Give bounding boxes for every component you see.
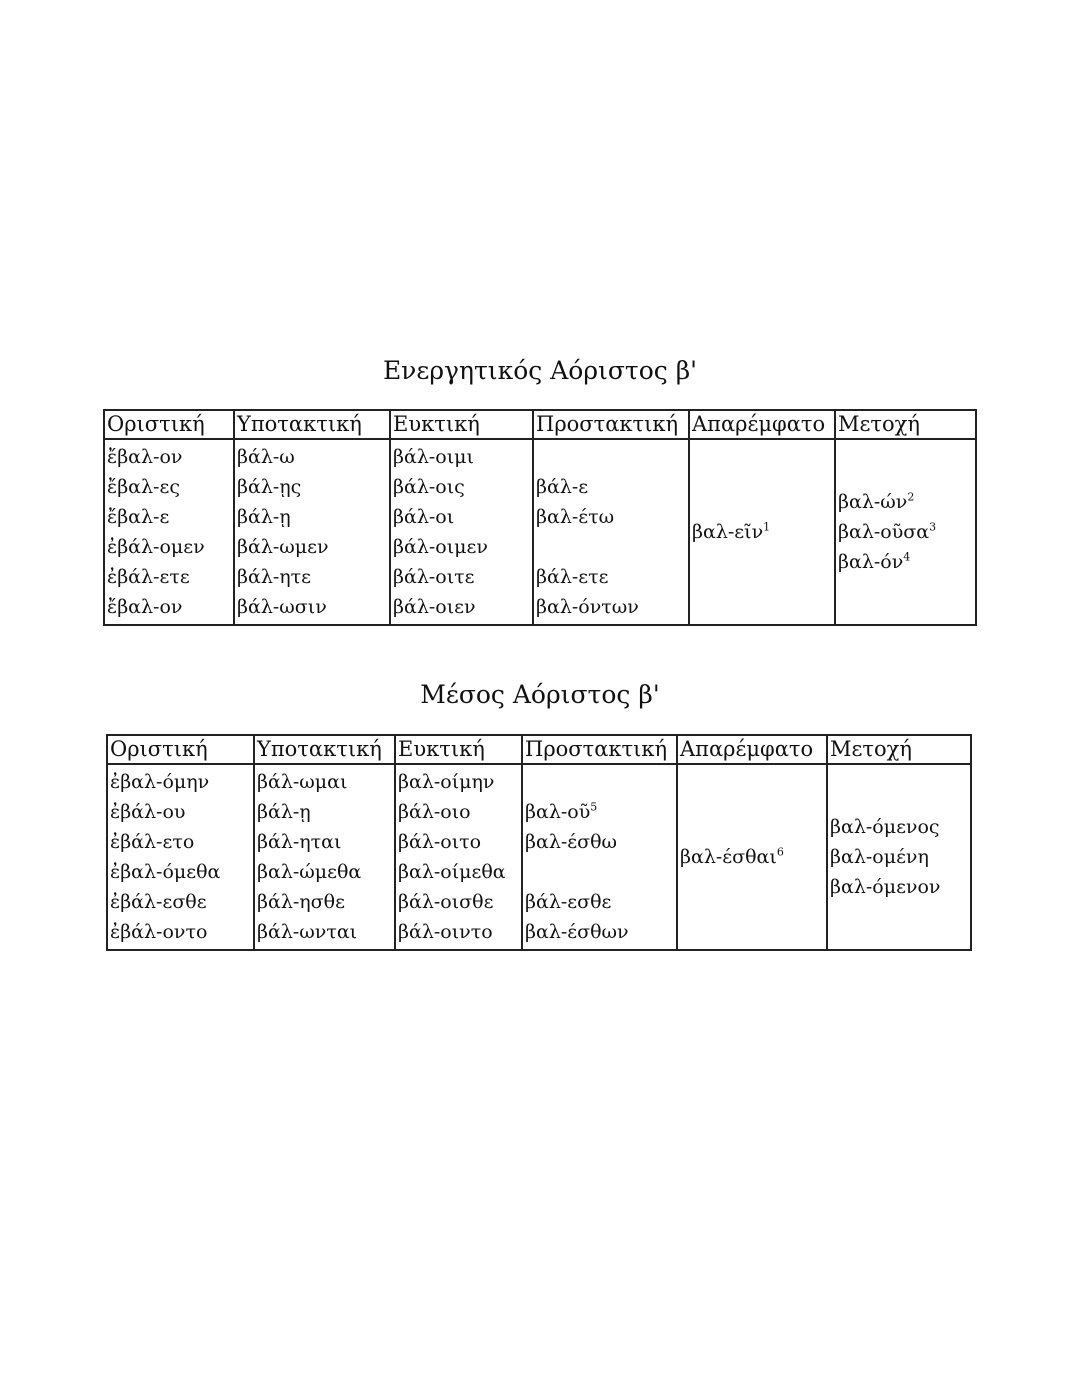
imperative-form: βαλ-έσθων	[525, 921, 629, 943]
header-infinitive: Απαρέμφατο	[677, 735, 827, 764]
indicative-form: ἐβάλ-ετο	[110, 831, 195, 853]
imperative-form: βάλ-ετε	[536, 566, 609, 588]
participle-form: βαλ-$ώ\nu^2$	[838, 490, 915, 513]
optative-form: βαλ-οίμην	[398, 771, 495, 793]
forms-row	[107, 764, 971, 950]
indicative-form: ἐβάλ-ου	[110, 801, 186, 823]
participle-form: βαλ-όμενον	[830, 876, 941, 898]
optative-form: βάλ-οιμεν	[393, 536, 488, 558]
optative-form: βάλ-οιντο	[398, 921, 493, 943]
imperative-blank	[536, 442, 688, 472]
subjunctive-form: βάλ-ητε	[237, 566, 312, 588]
header-row	[107, 735, 971, 764]
indicative-form: ἐβαλ-όμην	[110, 771, 210, 793]
footnote-mark: 1	[763, 520, 771, 534]
header-indicative: Οριστική	[107, 735, 254, 764]
subjunctive-form: βάλ-ησθε	[257, 891, 345, 913]
imperative-blank	[525, 767, 676, 797]
participle-form: βαλ-ομένη	[830, 846, 929, 868]
optative-form: βάλ-οι	[393, 506, 455, 528]
participle-form: βαλ-όμενος	[830, 816, 940, 838]
subjunctive-form: βάλ-ωμεν	[237, 536, 329, 558]
indicative-cell	[104, 439, 234, 625]
footnote-mark: 6	[776, 845, 784, 859]
indicative-form: ἐβάλ-ετε	[107, 566, 190, 588]
subjunctive-cell	[254, 764, 395, 950]
infinitive-cell	[689, 439, 835, 625]
participle-form: βαλ-οῦσα$^3$	[838, 520, 937, 543]
footnote-mark: 2	[907, 490, 915, 504]
header-participle: Μετοχή	[827, 735, 971, 764]
optative-form: βάλ-οις	[393, 476, 465, 498]
indicative-cell	[107, 764, 254, 950]
imperative-cell	[533, 439, 689, 625]
infinitive-form: βαλ-εῖν	[692, 521, 764, 543]
subjunctive-form: βάλ-ῃ	[257, 801, 311, 823]
header-infinitive: Απαρέμφατο	[689, 410, 835, 439]
subjunctive-form: βάλ-ωσιν	[237, 596, 327, 618]
optative-form: βαλ-οίμεθα	[398, 861, 506, 883]
indicative-form: ἔβαλ-ον	[107, 596, 183, 618]
header-participle: Μετοχή	[835, 410, 976, 439]
indicative-form: ἐβάλ-ομεν	[107, 536, 205, 558]
infinitive-form: βαλ-έσθαι	[680, 846, 777, 868]
subjunctive-form: βαλ-ώμεθα	[257, 861, 362, 883]
header-optative: Ευκτική	[390, 410, 533, 439]
subjunctive-form: βάλ-ηται	[257, 831, 342, 853]
footnote-mark: 4	[903, 550, 911, 564]
indicative-form: ἔβαλ-ες	[107, 476, 180, 498]
header-imperative: Προστακτική	[533, 410, 689, 439]
footnote-mark: 3	[929, 520, 937, 534]
imperative-cell	[522, 764, 677, 950]
imperative-form: βαλ-έσθω	[525, 831, 618, 853]
optative-form: βάλ-οιο	[398, 801, 471, 823]
active-aorist-table	[103, 409, 977, 626]
indicative-form: ἐβάλ-εσθε	[110, 891, 207, 913]
header-optative: Ευκτική	[395, 735, 522, 764]
indicative-form: ἐβάλ-οντο	[110, 921, 208, 943]
header-imperative: Προστακτική	[522, 735, 677, 764]
imperative-form: βαλ-οῦ$^5$	[525, 800, 598, 823]
imperative-blank	[536, 532, 688, 562]
imperative-blank	[525, 857, 676, 887]
participle-cell	[835, 439, 976, 625]
active-aorist-title: Ενεργητικός Αόριστος β'	[382, 356, 698, 385]
middle-aorist-table	[106, 734, 972, 951]
imperative-form: βαλ-όντων	[536, 596, 639, 618]
optative-form: βάλ-οιτο	[398, 831, 482, 853]
participle-form: βαλ-$ό\nu^4$	[838, 550, 911, 573]
subjunctive-form: βάλ-ῃ	[237, 506, 291, 528]
imperative-form: βάλ-εσθε	[525, 891, 612, 913]
indicative-form: ἔβαλ-ον	[107, 446, 183, 468]
optative-form: βάλ-οιτε	[393, 566, 475, 588]
header-row	[104, 410, 976, 439]
footnote-mark: 5	[590, 800, 598, 814]
optative-form: βάλ-οιμι	[393, 446, 474, 468]
optative-form: βάλ-οισθε	[398, 891, 494, 913]
imperative-form: βάλ-ε	[536, 476, 589, 498]
optative-cell	[395, 764, 522, 950]
header-subjunctive: Υποτακτική	[234, 410, 390, 439]
forms-row	[104, 439, 976, 625]
subjunctive-form: βάλ-ῃς	[237, 476, 302, 498]
infinitive-cell	[677, 764, 827, 950]
header-subjunctive: Υποτακτική	[254, 735, 395, 764]
subjunctive-cell	[234, 439, 390, 625]
header-indicative: Οριστική	[104, 410, 234, 439]
middle-aorist-title: Μέσος Αόριστος β'	[420, 680, 660, 709]
imperative-form: βαλ-έτω	[536, 506, 615, 528]
indicative-form: ἐβαλ-όμεθα	[110, 861, 221, 883]
optative-cell	[390, 439, 533, 625]
subjunctive-form: βάλ-ωμαι	[257, 771, 348, 793]
optative-form: βάλ-οιεν	[393, 596, 476, 618]
indicative-form: ἔβαλ-ε	[107, 506, 170, 528]
subjunctive-form: βάλ-ωνται	[257, 921, 358, 943]
subjunctive-form: βάλ-ω	[237, 446, 295, 468]
participle-cell	[827, 764, 971, 950]
